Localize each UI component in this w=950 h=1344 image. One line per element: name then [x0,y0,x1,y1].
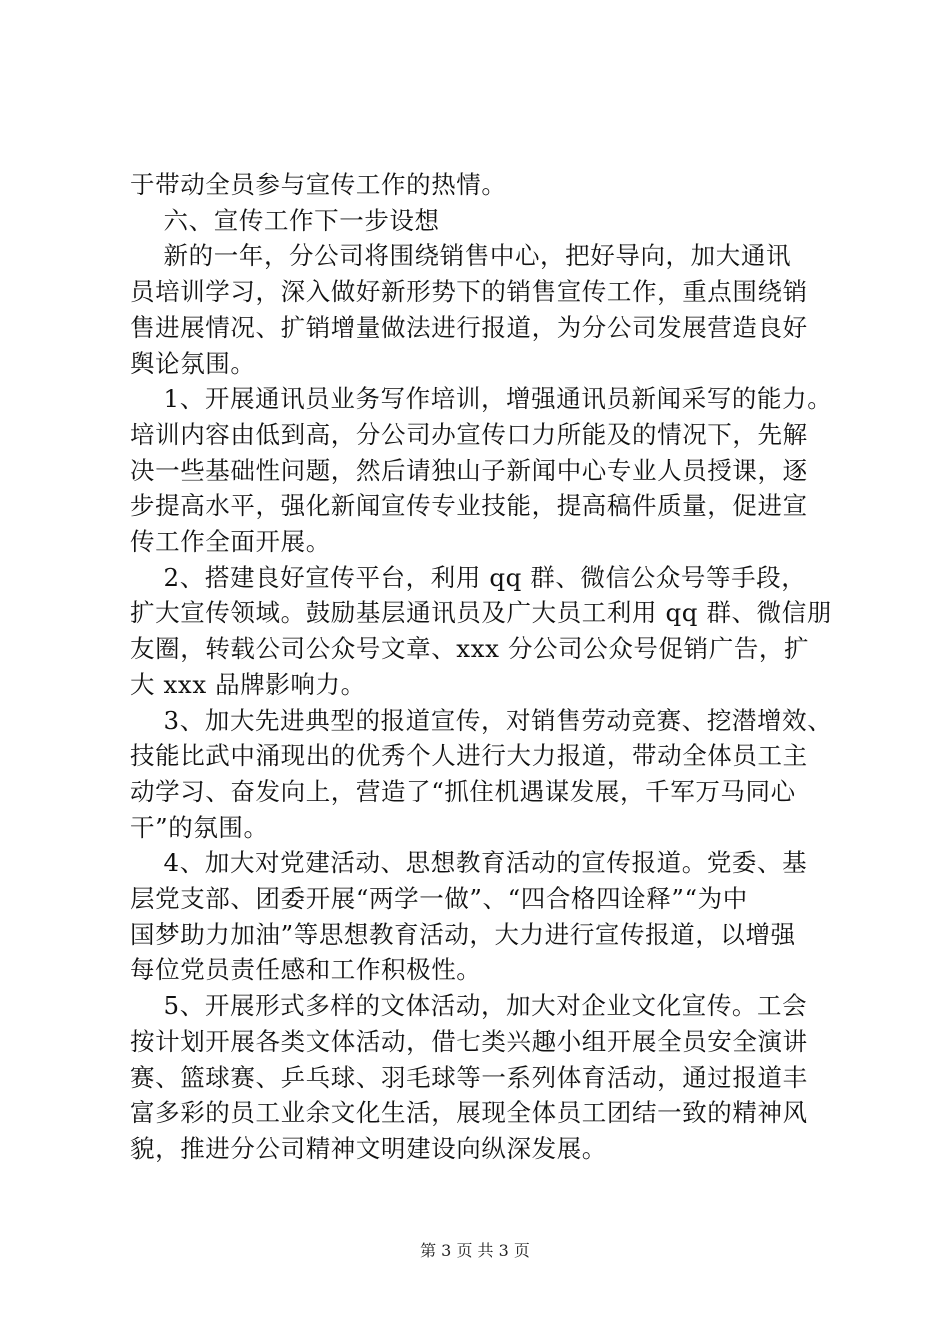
text-line: 每位党员责任感和工作积极性。 [130,955,482,985]
text-line: 售进展情况、扩销增量做法进行报道，为分公司发展营造良好 [130,312,808,342]
page-footer: 第 3 页 共 3 页 [420,1241,530,1260]
text-line: 培训内容由低到高，分公司办宣传口力所能及的情况下，先解 [130,419,808,449]
text-line: 步提高水平，强化新闻宣传专业技能，提高稿件质量，促进宣 [130,491,808,521]
text-line: 5、开展形式多样的文体活动，加大对企业文化宣传。工会 [130,991,808,1021]
text-line: 友圈，转载公司公众号文章、xxx 分公司公众号促销广告，扩 [130,634,810,664]
text-line: 大 xxx 品牌影响力。 [130,669,366,699]
text-line: 层党支部、团委开展“两学一做”、“四合格四诠释”“为中 [130,884,748,913]
text-line: 传工作全面开展。 [130,527,331,556]
text-line: 干”的氛围。 [130,812,269,842]
text-line: 3、加大先进典型的报道宣传，对销售劳动竞赛、挖潜增效、 [130,705,833,735]
text-line: 富多彩的员工业余文化生活，展现全体员工团结一致的精神风 [130,1098,808,1128]
text-line: 新的一年，分公司将围绕销售中心，把好导向，加大通讯 [130,241,792,271]
text-line: 貌，推进分公司精神文明建设向纵深发展。 [130,1133,607,1163]
text-line: 国梦助力加油”等思想教育活动，大力进行宣传报道，以增强 [130,919,796,949]
text-line: 六、宣传工作下一步设想 [130,205,440,235]
text-line: 1、开展通讯员业务写作培训，增强通讯员新闻采写的能力。 [130,384,833,414]
text-line: 舆论氛围。 [130,348,256,378]
text-line: 赛、篮球赛、乒乓球、羽毛球等一系列体育活动，通过报道丰 [130,1062,808,1092]
text-line: 于带动全员参与宣传工作的热情。 [130,170,507,199]
text-line: 按计划开展各类文体活动，借七类兴趣小组开展全员安全演讲 [130,1026,808,1056]
text-line: 员培训学习，深入做好新形势下的销售宣传工作，重点围绕销 [130,277,808,307]
text-line: 2、搭建良好宣传平台，利用 qq 群、微信公众号等手段， [130,562,807,592]
text-line: 4、加大对党建活动、思想教育活动的宣传报道。党委、基 [130,848,808,878]
text-line: 技能比武中涌现出的优秀个人进行大力报道，带动全体员工主 [130,741,808,771]
text-line: 决一些基础性问题，然后请独山子新闻中心专业人员授课，逐 [130,455,808,485]
text-line: 动学习、奋发向上，营造了“抓住机遇谋发展，千军万马同心 [130,776,796,806]
text-line: 扩大宣传领域。鼓励基层通讯员及广大员工利用 qq 群、微信朋 [130,598,832,628]
